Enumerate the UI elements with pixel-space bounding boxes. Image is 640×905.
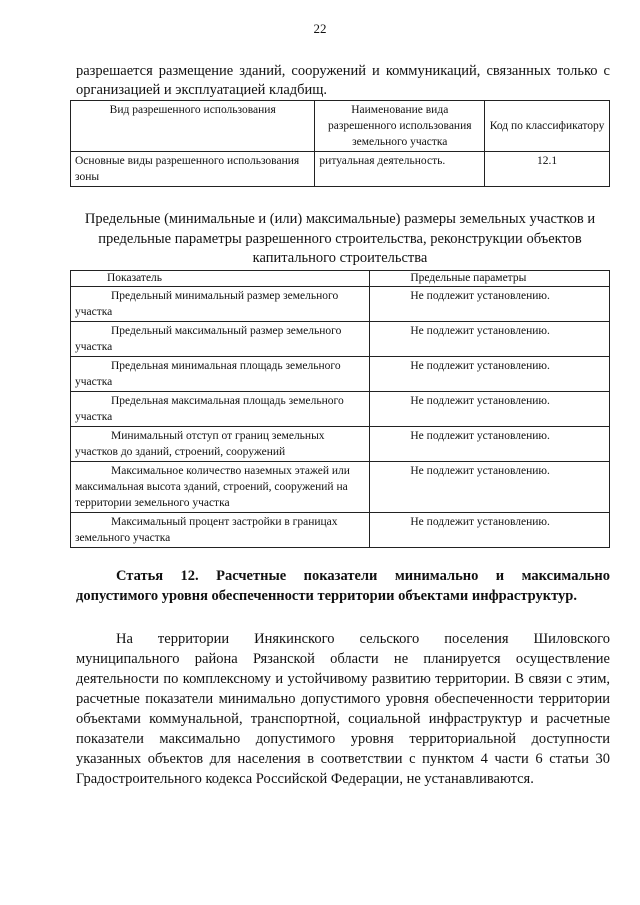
cell-text: Максимальное количество наземных этажей или максимальная высота зданий, строений, сооружений на территории земельного участка xyxy=(75,465,350,509)
table-header-row xyxy=(71,271,610,287)
header-cell: Вид разрешенного использования xyxy=(71,101,315,152)
table-row xyxy=(71,462,610,513)
table-row xyxy=(71,392,610,427)
article-heading-text: Статья 12. Расчетные показатели минимально и максимально допустимого уровня обеспеченности территории объектами инфраструктур. xyxy=(76,568,610,604)
table-row xyxy=(71,322,610,357)
header-cell: Показатель xyxy=(71,271,370,287)
table-cell: 12.1 xyxy=(485,152,610,187)
table-cell xyxy=(71,513,370,548)
table-cell: Не подлежит установлению. xyxy=(370,513,610,548)
cell-text: Предельный минимальный размер земельного участка xyxy=(75,290,339,318)
table-cell xyxy=(71,392,370,427)
header-cell: Наименование вида разрешенного использования земельного участка xyxy=(315,101,485,152)
intro-paragraph: разрешается размещение зданий, сооружений и коммуникаций, связанных только с организацией и эксплуатацией кладбищ. xyxy=(76,63,610,98)
permitted-use-table xyxy=(70,100,610,187)
body-paragraph xyxy=(76,629,610,789)
cell-text: Предельная минимальная площадь земельного участка xyxy=(75,360,341,388)
table-header-row xyxy=(71,101,610,152)
table-row xyxy=(71,152,610,187)
table-cell xyxy=(71,462,370,513)
cell-text: Максимальный процент застройки в границах земельного участка xyxy=(75,516,338,544)
table-row xyxy=(71,287,610,322)
table-cell: Не подлежит установлению. xyxy=(370,462,610,513)
table-cell xyxy=(71,322,370,357)
table-row xyxy=(71,427,610,462)
header-cell: Предельные параметры xyxy=(370,271,610,287)
table-cell: Не подлежит установлению. xyxy=(370,427,610,462)
table-cell xyxy=(71,357,370,392)
table-cell: Не подлежит установлению. xyxy=(370,392,610,427)
cell-text: Предельная максимальная площадь земельного участка xyxy=(75,395,344,423)
page-number: 22 xyxy=(313,21,327,36)
table-cell xyxy=(71,427,370,462)
header-cell: Код по классификатору xyxy=(485,101,610,152)
article-heading xyxy=(76,566,610,606)
parameters-table xyxy=(70,270,610,548)
table-cell: Не подлежит установлению. xyxy=(370,357,610,392)
table-row xyxy=(71,357,610,392)
cell-text: Предельный максимальный размер земельного участка xyxy=(75,325,342,353)
section-subtitle: Предельные (минимальные и (или) максимальные) размеры земельных участков и предельные параметры разрешенного строительства, реконструкции объектов капитального строительства xyxy=(84,211,596,266)
table-cell: Не подлежит установлению. xyxy=(370,322,610,357)
body-paragraph-text: На территории Инякинского сельского поселения Шиловского муниципального района Рязанской области не планируется осуществление деятельности по комплексному и устойчивому развитию территории. В связи с этим, расчетные показатели минимально допустимого уровня обеспеченности территории объектами коммунальной, транспортной, социальной инфраструктур и расчетные показатели максимально допустимого уровня территориальной доступности указанных объектов для населения в соответствии с пунктом 4 части 6 статьи 30 Градостроительного кодекса Российской Федерации, не устанавливаются. xyxy=(76,631,610,787)
table-cell: ритуальная деятельность. xyxy=(315,152,485,187)
table-cell: Не подлежит установлению. xyxy=(370,287,610,322)
table-cell: Основные виды разрешенного использования зоны xyxy=(71,152,315,187)
table-row xyxy=(71,513,610,548)
table-cell xyxy=(71,287,370,322)
cell-text: Минимальный отступ от границ земельных участков до зданий, строений, сооружений xyxy=(75,430,325,458)
